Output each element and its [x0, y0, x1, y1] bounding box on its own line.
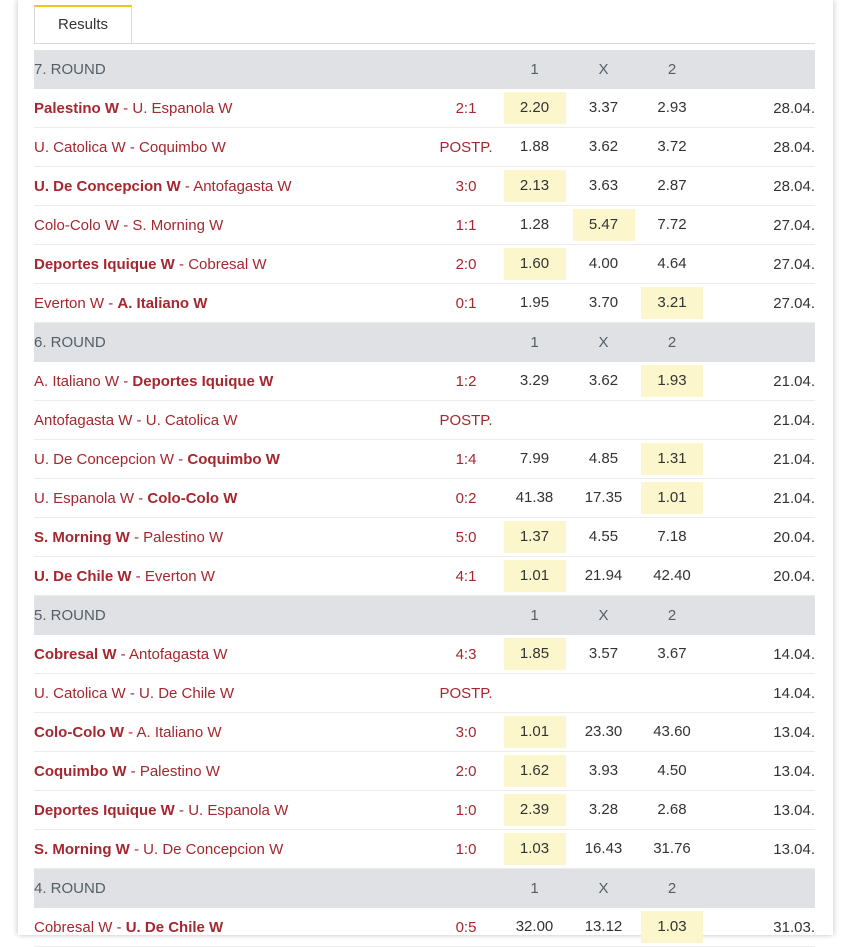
odd-away — [641, 675, 703, 707]
away-team[interactable]: Coquimbo W — [139, 138, 226, 156]
away-team[interactable]: Colo-Colo W — [147, 489, 238, 507]
match-row[interactable] — [34, 284, 815, 323]
match-score[interactable]: 0:5 — [455, 918, 477, 936]
away-team[interactable]: Antofagasta W — [193, 177, 292, 195]
odd-draw: 3.62 — [588, 138, 619, 155]
match-score[interactable]: 1:4 — [455, 450, 477, 468]
home-team[interactable]: Cobresal W — [34, 918, 113, 936]
match-date: 20.04. — [706, 557, 815, 596]
match-score[interactable]: 3:0 — [455, 723, 477, 741]
team-separator: - — [125, 138, 140, 156]
match-date: 14.04. — [706, 674, 815, 713]
odd-draw: 3.63 — [588, 177, 619, 194]
team-separator: - — [104, 294, 118, 312]
odd-home: 2.20 — [504, 92, 566, 124]
team-separator: - — [116, 645, 130, 663]
match-score[interactable]: 4:1 — [455, 567, 477, 585]
col-header-draw: X — [569, 50, 638, 89]
home-team[interactable]: S. Morning W — [34, 528, 130, 546]
odd-away: 43.60 — [653, 723, 691, 740]
round-title: 7. ROUND — [34, 50, 432, 89]
away-team[interactable]: U. De Chile W — [139, 684, 235, 702]
match-row[interactable] — [34, 908, 815, 947]
match-date: 27.04. — [706, 245, 815, 284]
team-separator: - — [129, 528, 144, 546]
match-row[interactable] — [34, 362, 815, 401]
odd-draw: 4.55 — [588, 528, 619, 545]
odd-away: 3.67 — [657, 645, 687, 662]
match-score[interactable]: 2:1 — [455, 99, 477, 117]
round-title: 4. ROUND — [34, 869, 432, 908]
odd-draw: 13.12 — [584, 918, 623, 935]
odd-draw: 5.47 — [573, 209, 635, 241]
odd-home: 1.03 — [504, 833, 566, 865]
match-row[interactable] — [34, 635, 815, 674]
match-score[interactable]: POSTP. — [439, 138, 493, 156]
away-team[interactable]: Palestino W — [139, 762, 220, 780]
team-separator: - — [180, 177, 194, 195]
odd-away — [641, 402, 703, 434]
home-team[interactable]: U. De Concepcion W — [34, 177, 181, 195]
col-header-away: 2 — [638, 869, 706, 908]
match-row[interactable] — [34, 401, 815, 440]
team-separator: - — [126, 762, 140, 780]
odd-away: 3.72 — [657, 138, 687, 155]
odd-draw: 4.85 — [588, 450, 619, 467]
home-team[interactable]: U. De Chile W — [34, 567, 132, 585]
match-date: 28.04. — [706, 89, 815, 128]
col-header-home: 1 — [500, 869, 569, 908]
col-header-home: 1 — [500, 50, 569, 89]
round-spacer — [706, 869, 815, 908]
odd-home: 1.37 — [504, 521, 566, 553]
col-header-draw: X — [569, 323, 638, 362]
round-spacer — [432, 869, 500, 908]
odd-home — [504, 402, 566, 434]
team-separator: - — [119, 372, 133, 390]
match-row[interactable] — [34, 440, 815, 479]
home-team[interactable]: Colo-Colo W — [34, 723, 124, 741]
away-team[interactable]: Cobresal W — [188, 255, 267, 273]
odd-away: 4.50 — [657, 762, 687, 779]
match-date: 27.04. — [706, 206, 815, 245]
match-row[interactable] — [34, 752, 815, 791]
round-spacer — [432, 596, 500, 635]
match-score[interactable]: 2:0 — [455, 762, 477, 780]
match-date: 21.04. — [706, 440, 815, 479]
odd-draw: 3.70 — [588, 294, 619, 311]
match-row[interactable] — [34, 518, 815, 557]
match-score[interactable]: 1:0 — [455, 801, 477, 819]
col-header-home: 1 — [500, 596, 569, 635]
odd-away: 1.93 — [641, 365, 703, 397]
round-header — [34, 50, 815, 89]
away-team[interactable]: U. Espanola W — [132, 99, 233, 117]
odd-draw: 16.43 — [584, 840, 623, 857]
team-separator: - — [134, 489, 148, 507]
away-team[interactable]: U. De Concepcion W — [143, 840, 284, 858]
away-team[interactable]: U. Catolica W — [145, 411, 238, 429]
odd-home: 1.01 — [504, 560, 566, 592]
odd-away: 7.18 — [657, 528, 687, 545]
round-header — [34, 869, 815, 908]
odd-draw — [573, 402, 635, 434]
odd-away: 2.87 — [657, 177, 687, 194]
col-header-draw: X — [569, 869, 638, 908]
away-team[interactable]: Everton W — [144, 567, 215, 585]
odd-home: 7.99 — [519, 450, 550, 467]
round-title: 6. ROUND — [34, 323, 432, 362]
match-row[interactable] — [34, 674, 815, 713]
away-team[interactable]: U. Espanola W — [188, 801, 289, 819]
odd-away: 3.21 — [641, 287, 703, 319]
match-score[interactable]: 3:0 — [455, 177, 477, 195]
col-header-away: 2 — [638, 596, 706, 635]
match-score[interactable]: 4:3 — [455, 645, 477, 663]
odd-draw: 3.28 — [588, 801, 619, 818]
match-date: 13.04. — [706, 752, 815, 791]
odd-away: 2.93 — [657, 99, 687, 116]
match-date: 27.04. — [706, 284, 815, 323]
odd-away: 4.64 — [657, 255, 687, 272]
team-separator: - — [119, 216, 133, 234]
team-separator: - — [125, 684, 140, 702]
match-score[interactable]: 1:0 — [455, 840, 477, 858]
odd-draw: 3.62 — [588, 372, 619, 389]
odd-draw: 23.30 — [584, 723, 623, 740]
match-row[interactable] — [34, 791, 815, 830]
home-team[interactable]: Deportes Iquique W — [34, 255, 175, 273]
match-date: 21.04. — [706, 479, 815, 518]
match-date: 31.03. — [706, 908, 815, 947]
odd-home: 1.60 — [504, 248, 566, 280]
odd-draw: 3.57 — [588, 645, 619, 662]
match-date: 13.04. — [706, 713, 815, 752]
match-row[interactable] — [34, 167, 815, 206]
team-separator: - — [112, 918, 126, 936]
home-team[interactable]: Coquimbo W — [34, 762, 127, 780]
round-title: 5. ROUND — [34, 596, 432, 635]
odd-away: 31.76 — [653, 840, 691, 857]
away-team[interactable]: Antofagasta W — [129, 645, 228, 663]
odd-home: 1.28 — [519, 216, 550, 233]
team-separator: - — [119, 99, 133, 117]
odd-home: 2.13 — [504, 170, 566, 202]
odd-away: 1.01 — [641, 482, 703, 514]
team-separator: - — [174, 255, 189, 273]
home-team[interactable]: S. Morning W — [34, 840, 130, 858]
round-spacer — [432, 323, 500, 362]
home-team[interactable]: Cobresal W — [34, 645, 117, 663]
home-team[interactable]: Colo-Colo W — [34, 216, 120, 234]
home-team[interactable]: U. Espanola W — [34, 489, 135, 507]
match-row[interactable] — [34, 830, 815, 869]
match-date: 13.04. — [706, 791, 815, 830]
match-score[interactable]: 5:0 — [455, 528, 477, 546]
odd-home: 1.62 — [504, 755, 566, 787]
home-team[interactable]: Everton W — [34, 294, 105, 312]
home-team[interactable]: A. Italiano W — [34, 372, 120, 390]
match-row[interactable] — [34, 557, 815, 596]
away-team[interactable]: A. Italiano W — [117, 294, 208, 312]
away-team[interactable]: A. Italiano W — [136, 723, 222, 741]
odd-draw: 3.37 — [588, 99, 619, 116]
round-spacer — [706, 596, 815, 635]
round-header — [34, 596, 815, 635]
team-separator: - — [174, 801, 189, 819]
match-row[interactable] — [34, 128, 815, 167]
odd-home: 1.88 — [519, 138, 550, 155]
match-row[interactable] — [34, 245, 815, 284]
odd-draw: 3.93 — [588, 762, 619, 779]
away-team[interactable]: U. De Chile W — [125, 918, 224, 936]
match-score[interactable]: 0:1 — [455, 294, 477, 312]
tab-bar — [34, 5, 815, 44]
match-date: 13.04. — [706, 830, 815, 869]
home-team[interactable]: Antofagasta W — [34, 411, 133, 429]
round-spacer — [706, 323, 815, 362]
away-team[interactable]: Coquimbo W — [187, 450, 280, 468]
home-team[interactable]: Palestino W — [34, 99, 120, 117]
match-score[interactable]: 0:2 — [455, 489, 477, 507]
match-score[interactable]: POSTP. — [439, 684, 493, 702]
match-date: 20.04. — [706, 518, 815, 557]
match-date: 28.04. — [706, 167, 815, 206]
round-spacer — [706, 50, 815, 89]
team-separator: - — [129, 840, 144, 858]
odd-home: 41.38 — [515, 489, 554, 506]
tab-results[interactable]: Results — [34, 5, 132, 43]
home-team[interactable]: Deportes Iquique W — [34, 801, 175, 819]
odd-away: 42.40 — [653, 567, 691, 584]
match-row[interactable] — [34, 479, 815, 518]
match-row[interactable] — [34, 206, 815, 245]
odd-draw: 17.35 — [584, 489, 623, 506]
odd-away: 2.68 — [657, 801, 687, 818]
odd-home: 1.01 — [504, 716, 566, 748]
round-header — [34, 323, 815, 362]
match-date: 21.04. — [706, 362, 815, 401]
odd-home: 1.95 — [519, 294, 550, 311]
col-header-away: 2 — [638, 50, 706, 89]
match-date: 21.04. — [706, 401, 815, 440]
results-panel — [18, 0, 833, 935]
col-header-home: 1 — [500, 323, 569, 362]
col-header-away: 2 — [638, 323, 706, 362]
odd-away: 1.03 — [641, 911, 703, 943]
match-date: 28.04. — [706, 128, 815, 167]
odd-home: 32.00 — [515, 918, 554, 935]
team-separator: - — [131, 567, 145, 585]
odd-draw: 4.00 — [588, 255, 619, 272]
team-separator: - — [132, 411, 146, 429]
match-date: 14.04. — [706, 635, 815, 674]
match-score[interactable]: 1:1 — [455, 216, 477, 234]
away-team[interactable]: Deportes Iquique W — [132, 372, 274, 390]
odd-draw — [573, 675, 635, 707]
team-separator: - — [174, 450, 188, 468]
odd-home — [504, 675, 566, 707]
away-team[interactable]: Palestino W — [143, 528, 224, 546]
odd-home: 3.29 — [519, 372, 550, 389]
match-row[interactable] — [34, 89, 815, 128]
away-team[interactable]: S. Morning W — [132, 216, 224, 234]
round-spacer — [432, 50, 500, 89]
team-separator: - — [123, 723, 137, 741]
odd-home: 1.85 — [504, 638, 566, 670]
odd-away: 7.72 — [657, 216, 687, 233]
match-score[interactable]: 1:2 — [455, 372, 477, 390]
odd-home: 2.39 — [504, 794, 566, 826]
col-header-draw: X — [569, 596, 638, 635]
odd-away: 1.31 — [641, 443, 703, 475]
odd-draw: 21.94 — [584, 567, 623, 584]
home-team[interactable]: U. De Concepcion W — [34, 450, 175, 468]
match-row[interactable] — [34, 713, 815, 752]
match-score[interactable]: 2:0 — [455, 255, 477, 273]
match-score[interactable]: POSTP. — [439, 411, 493, 429]
results-table — [34, 50, 815, 947]
home-team[interactable]: U. Catolica W — [34, 684, 126, 702]
home-team[interactable]: U. Catolica W — [34, 138, 126, 156]
